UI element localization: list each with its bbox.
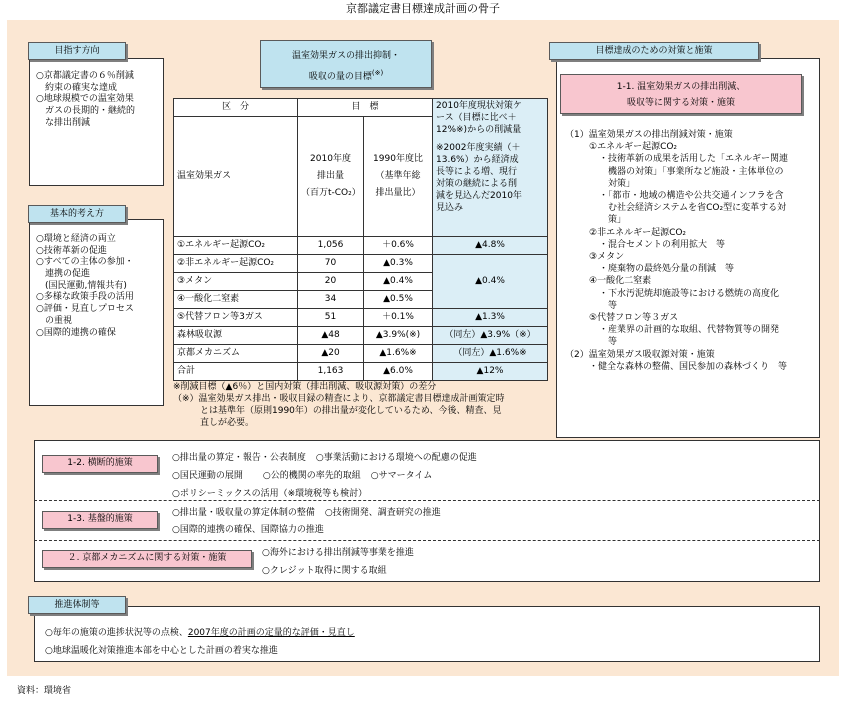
sub1-line: 1-1. 温室効果ガスの排出削減、 bbox=[616, 82, 746, 92]
aim-item: な排出削減 bbox=[36, 117, 91, 128]
row-emission: 51 bbox=[298, 309, 364, 327]
divider bbox=[34, 540, 820, 541]
cross-item: ○排出量の算定・報告・公表制度 bbox=[172, 453, 306, 463]
promotion-item: ○毎年の施策の進捗状況等の点検、 bbox=[45, 628, 188, 638]
row-ratio: ▲3.9%(※) bbox=[364, 327, 433, 345]
principles-box bbox=[29, 219, 164, 406]
measure-item: む社会経済システムを省CO₂型に変革する対 bbox=[599, 203, 787, 214]
footnote-2: とは基準年（原則1990年）の排出量が変化しているため、今後、精査、見 bbox=[173, 406, 502, 416]
table-row bbox=[174, 237, 548, 255]
goal-box bbox=[260, 40, 432, 88]
case-line: ース（目標に比べ＋ bbox=[436, 113, 517, 123]
case-line: 2010年度現状対策ケ bbox=[436, 101, 522, 111]
row-emission: 70 bbox=[298, 255, 364, 273]
measure-item: ・産業界の計画的な取組、代替物質等の開発 bbox=[599, 325, 780, 336]
aim-item: ○京都議定書の６％削減 bbox=[36, 71, 134, 81]
row-name: 森林吸収源 bbox=[174, 327, 298, 345]
cross-label: 1-2. 横断的施策 bbox=[42, 455, 158, 473]
row-name: ④一酸化二窒素 bbox=[174, 291, 298, 309]
cross-item: ○国民運動の展開 bbox=[172, 471, 243, 481]
row-name: ⑤代替フロン等3ガス bbox=[174, 309, 298, 327]
header-1990 bbox=[364, 117, 433, 237]
header-ghg: 温室効果ガス bbox=[174, 117, 298, 237]
row-name: 京都メカニズム bbox=[174, 345, 298, 363]
measure-item: ・混合セメントの利用拡大 等 bbox=[599, 239, 726, 250]
aim-item: 約束の確実な達成 bbox=[36, 82, 118, 93]
case-note-line: 対策の継続による削 bbox=[436, 179, 518, 189]
goal-line1: 温室効果ガスの排出抑制・ bbox=[291, 51, 400, 61]
h1990-line: （基準年総 bbox=[375, 171, 421, 181]
principle-item: ○すべての主体の参加・ bbox=[36, 257, 134, 268]
cross-item: ○サマータイム bbox=[370, 471, 433, 481]
measure-item: 等 bbox=[599, 300, 618, 311]
row-emission: ▲20 bbox=[298, 345, 364, 363]
row-emission: 1,163 bbox=[298, 363, 364, 381]
footnote-2: 直しが必要。 bbox=[173, 418, 255, 428]
row-ratio: ▲0.3% bbox=[364, 255, 433, 273]
case-note-line: 長等による増、現行 bbox=[436, 167, 518, 177]
row-reduction: ▲4.8% bbox=[433, 237, 548, 255]
table-row bbox=[174, 363, 548, 381]
principle-item: ○技術革新の促進 bbox=[36, 245, 107, 256]
measure-item: 策」 bbox=[599, 215, 627, 226]
kyoto-item: ○クレジット取得に関する取組 bbox=[262, 566, 387, 576]
principle-item: ○多様な政策手段の活用 bbox=[36, 292, 134, 303]
header-case bbox=[433, 99, 548, 237]
measures-sub1 bbox=[560, 74, 802, 114]
row-ratio: ▲0.4% bbox=[364, 273, 433, 291]
case-note-line: ※2002年度実績（＋ bbox=[436, 143, 521, 153]
h2010-line: （百万t-CO₂） bbox=[301, 188, 361, 198]
measure-item: ③メタン bbox=[589, 252, 625, 263]
principle-item: の重視 bbox=[36, 315, 73, 326]
measure-item: ・廃棄物の最終処分量の削減 等 bbox=[599, 264, 735, 275]
goal-mark: (※) bbox=[371, 69, 384, 77]
kyoto-items bbox=[262, 544, 414, 580]
row-emission: 1,056 bbox=[298, 237, 364, 255]
row-ratio: ＋0.6% bbox=[364, 237, 433, 255]
measure-item: ①エネルギー起源CO₂ bbox=[589, 142, 678, 153]
measure-item: 等 bbox=[599, 337, 618, 348]
cross-item: ○ポリシーミックスの活用（※環境税等も検討） bbox=[172, 489, 368, 499]
aim-item: ガスの長期的・継続的 bbox=[36, 106, 136, 117]
cross-item: ○事業活動における環境への配慮の促進 bbox=[315, 453, 477, 463]
cross-item: ○公的機関の率先的取組 bbox=[262, 471, 361, 481]
goal-table bbox=[173, 98, 548, 381]
case-line: 12%※)からの削減量 bbox=[436, 125, 522, 135]
promotion-item: ○地球温暖化対策推進本部を中心とした計画の着実な推進 bbox=[45, 646, 278, 656]
principle-item: ○環境と経済の両立 bbox=[36, 234, 116, 244]
row-reduction: （同左）▲3.9%（※） bbox=[433, 327, 548, 345]
row-ratio: ＋0.1% bbox=[364, 309, 433, 327]
measure-item: ④一酸化二窒素 bbox=[589, 276, 652, 287]
case-note-line: 13.6%）から経済成 bbox=[436, 155, 519, 165]
row-emission: 20 bbox=[298, 273, 364, 291]
measure-item: 機器の対策」「事業所など施設・主体単位の bbox=[599, 166, 784, 177]
row-emission: 34 bbox=[298, 291, 364, 309]
aim-item: ○地球規模での温室効果 bbox=[36, 94, 134, 105]
footnote-2: （※）温室効果ガス排出・吸収目録の精査により、京都議定書目標達成計画策定時 bbox=[173, 394, 505, 404]
row-name: ①エネルギー起源CO₂ bbox=[174, 237, 298, 255]
aim-box bbox=[29, 58, 164, 186]
table-row bbox=[174, 309, 548, 327]
basic-item: ○国際的連携の確保、国際協力の推進 bbox=[172, 525, 324, 535]
measure-item: 対策」 bbox=[599, 178, 636, 189]
basic-items bbox=[172, 505, 441, 539]
promotion-label: 推進体制等 bbox=[28, 596, 126, 614]
h1990-line: 排出量比） bbox=[375, 188, 421, 198]
source-note: 資料：環境省 bbox=[17, 686, 72, 696]
header-target: 目 標 bbox=[298, 99, 433, 117]
principle-item: (国民運動,情報共有) bbox=[36, 280, 127, 291]
row-name: ②非エネルギー起源CO₂ bbox=[174, 255, 298, 273]
sub1-line: 吸収等に関する対策・施策 bbox=[626, 98, 735, 108]
measure-item: ②非エネルギー起源CO₂ bbox=[589, 227, 687, 238]
row-name: 合計 bbox=[174, 363, 298, 381]
measures-box bbox=[556, 58, 820, 438]
aim-label: 目指す方向 bbox=[28, 42, 126, 60]
measure-item: （2）温室効果ガス吸収源対策・施策 bbox=[565, 349, 715, 360]
measure-item: ・健全な森林の整備、国民参加の森林づくり 等 bbox=[589, 361, 788, 372]
measure-item: ・技術革新の成果を活用した「エネルギー関連 bbox=[599, 154, 789, 165]
page-title: 京都議定書目標達成計画の骨子 bbox=[346, 2, 500, 15]
row-reduction: ▲12% bbox=[433, 363, 548, 381]
row-reduction: ▲0.4% bbox=[433, 255, 548, 309]
promotion-item-underlined: 2007年度の計画の定量的な評価・見直し bbox=[187, 628, 355, 638]
footnote-1: ※削減目標（▲6％）と国内対策（排出削減、吸収源対策）の差分 bbox=[173, 382, 437, 392]
row-emission: ▲48 bbox=[298, 327, 364, 345]
measure-item: ・下水汚泥焼却施設等における燃焼の高度化 bbox=[599, 288, 780, 299]
row-ratio: ▲0.5% bbox=[364, 291, 433, 309]
promotion-box bbox=[34, 606, 820, 662]
row-name: ③メタン bbox=[174, 273, 298, 291]
header-category: 区 分 bbox=[174, 99, 298, 117]
case-note-line: 減を見込んだ2010年 bbox=[436, 191, 522, 201]
basic-item: ○技術開発、調査研究の推進 bbox=[324, 508, 441, 518]
h2010-line: 排出量 bbox=[316, 171, 344, 181]
measure-item: ・「都市・地域の構造や公共交通インフラを含 bbox=[599, 191, 784, 202]
h1990-line: 1990年度比 bbox=[373, 154, 423, 164]
case-note-line: 見込み bbox=[436, 203, 464, 213]
measures-label: 目標達成のための対策と施策 bbox=[549, 42, 759, 60]
kyoto-label: ２. 京都メカニズムに関する対策・施策 bbox=[42, 550, 252, 568]
cross-items bbox=[172, 449, 477, 503]
principle-item: 連携の促進 bbox=[36, 269, 91, 280]
table-row bbox=[174, 255, 548, 273]
basic-item: ○排出量・吸収量の算定体制の整備 bbox=[172, 508, 315, 518]
table-footnotes bbox=[173, 381, 547, 429]
basic-label: 1-3. 基盤的施策 bbox=[42, 511, 158, 529]
table-row bbox=[174, 345, 548, 363]
measure-item: ⑤代替フロン等３ガス bbox=[589, 313, 679, 324]
table-row bbox=[174, 327, 548, 345]
header-2010 bbox=[298, 117, 364, 237]
row-ratio: ▲1.6%※ bbox=[364, 345, 433, 363]
row-ratio: ▲6.0% bbox=[364, 363, 433, 381]
principle-item: ○評価・見直しプロセス bbox=[36, 304, 134, 315]
goal-line2: 吸収の量の目標 bbox=[308, 72, 372, 82]
measure-item: （1）温室効果ガスの排出削減対策・施策 bbox=[565, 130, 733, 140]
h2010-line: 2010年度 bbox=[310, 154, 351, 164]
kyoto-item: ○海外における排出削減等事業を推進 bbox=[262, 548, 414, 558]
row-reduction: （同左）▲1.6%※ bbox=[433, 345, 548, 363]
row-reduction: ▲1.3% bbox=[433, 309, 548, 327]
principle-item: ○国際的連携の確保 bbox=[36, 327, 116, 338]
principles-label: 基本的考え方 bbox=[28, 205, 126, 223]
